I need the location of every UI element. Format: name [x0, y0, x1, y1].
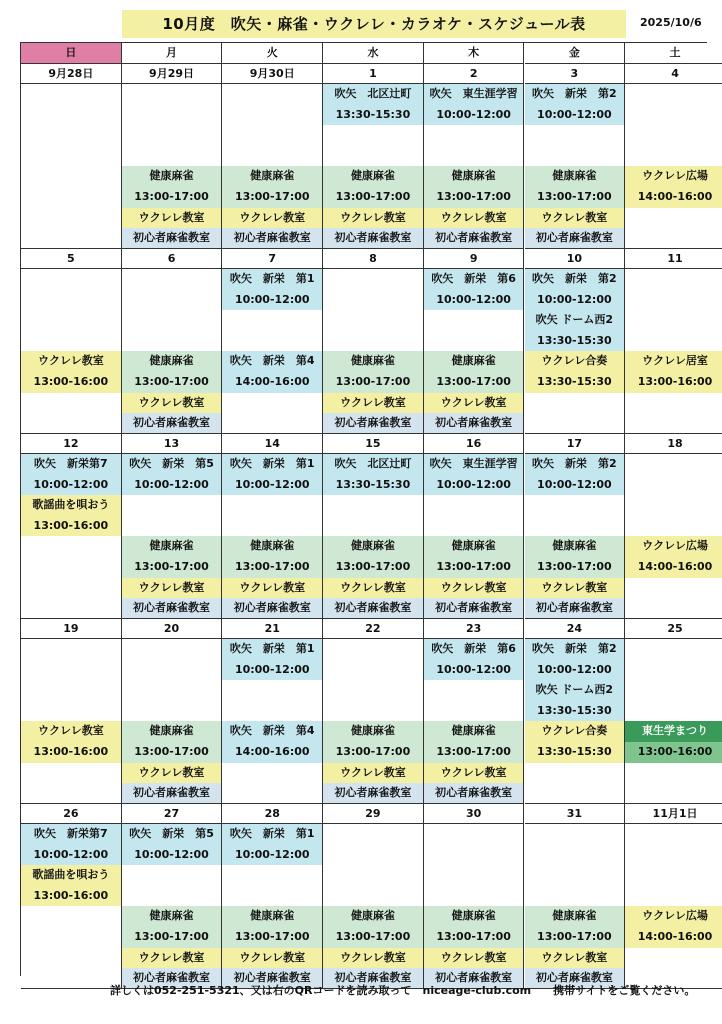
footer-note: 詳しくは052-251-5321、又は右のQRコードを読み取って niceage-club.com 携帯サイトをご覧ください。: [110, 984, 696, 997]
event-line: 初心者麻雀教室: [525, 598, 625, 619]
event-line: 吹矢 新栄 第1: [222, 269, 322, 290]
event-line: 10:00-12:00: [222, 475, 322, 496]
event-line: ウクレレ教室: [122, 763, 222, 784]
date-cell: 5: [21, 249, 122, 269]
event-line: 13:30-15:30: [525, 742, 625, 763]
page-title: 10月度 吹矢・麻雀・ウクレレ・カラオケ・スケジュール表: [122, 10, 626, 38]
date-cell: 26: [21, 804, 122, 824]
day-cell: [21, 639, 122, 804]
event-line: 健康麻雀: [424, 166, 524, 187]
event-line: 13:00-17:00: [525, 187, 625, 208]
event-line: 13:30-15:30: [323, 475, 423, 496]
event-line: 13:00-17:00: [323, 372, 423, 393]
date-cell: 19: [21, 619, 122, 639]
day-cell: [625, 454, 722, 619]
day-cell: [525, 269, 626, 434]
event-line: ウクレレ教室: [525, 208, 625, 229]
event-line: 10:00-12:00: [424, 475, 524, 496]
event-line: 健康麻雀: [525, 166, 625, 187]
date-cell: 20: [122, 619, 223, 639]
event-line: 13:00-16:00: [21, 372, 121, 393]
event-line: 吹矢 北区辻町: [323, 84, 423, 105]
date-cell: 9: [424, 249, 525, 269]
date-cell: 27: [122, 804, 223, 824]
event-line: 吹矢 新栄 第1: [222, 824, 322, 845]
event-line: 初心者麻雀教室: [424, 598, 524, 619]
event-line: 吹矢 新栄 第2: [525, 454, 625, 475]
event-line: 健康麻雀: [525, 906, 625, 927]
day-cell: [323, 269, 424, 434]
day-cell: [122, 824, 223, 989]
event-line: 健康麻雀: [222, 166, 322, 187]
event-line: 初心者麻雀教室: [323, 598, 423, 619]
event-line: 健康麻雀: [323, 721, 423, 742]
event-line: ウクレレ教室: [424, 578, 524, 599]
event-line: ウクレレ教室: [21, 351, 121, 372]
day-cell: [122, 639, 223, 804]
event-line: 初心者麻雀教室: [122, 968, 222, 989]
event-line: 13:00-17:00: [222, 557, 322, 578]
event-line: ウクレレ教室: [424, 763, 524, 784]
day-cell: [525, 639, 626, 804]
date-cell: 2: [424, 64, 525, 84]
weekday-header: 金: [525, 43, 626, 64]
event-line: 健康麻雀: [122, 536, 222, 557]
event-line: 10:00-12:00: [222, 660, 322, 681]
event-line: 10:00-12:00: [424, 105, 524, 126]
event-line: 健康麻雀: [323, 166, 423, 187]
event-line: 13:00-17:00: [122, 187, 222, 208]
day-cell: [323, 454, 424, 619]
day-cell: [323, 639, 424, 804]
event-line: ウクレレ教室: [122, 208, 222, 229]
event-line: ウクレレ教室: [222, 578, 322, 599]
event-line: 13:00-16:00: [625, 372, 722, 393]
event-line: 10:00-12:00: [222, 290, 322, 311]
event-line: 吹矢 新栄第7: [21, 824, 121, 845]
event-line: 13:00-17:00: [323, 927, 423, 948]
event-line: 13:30-15:30: [525, 701, 625, 722]
event-line: ウクレレ教室: [424, 208, 524, 229]
date-cell: 15: [323, 434, 424, 454]
event-line: 10:00-12:00: [122, 845, 222, 866]
day-cell: [323, 824, 424, 989]
weekday-header: 火: [222, 43, 323, 64]
day-cell: [625, 84, 722, 249]
event-line: 健康麻雀: [525, 536, 625, 557]
event-line: 吹矢 ドーム西2: [525, 310, 625, 331]
event-line: 10:00-12:00: [21, 475, 121, 496]
event-line: 13:30-15:30: [323, 105, 423, 126]
day-cell: [21, 84, 122, 249]
date-cell: 16: [424, 434, 525, 454]
event-line: 吹矢 新栄 第4: [222, 721, 322, 742]
day-cell: [525, 84, 626, 249]
date-cell: 14: [222, 434, 323, 454]
day-cell: [122, 269, 223, 434]
event-line: 13:00-17:00: [323, 742, 423, 763]
event-line: 吹矢 新栄 第2: [525, 84, 625, 105]
day-cell: [625, 824, 722, 989]
date-cell: 11月1日: [625, 804, 722, 824]
event-line: ウクレレ広場: [625, 536, 722, 557]
event-line: 初心者麻雀教室: [323, 228, 423, 249]
event-line: 健康麻雀: [122, 721, 222, 742]
event-line: 健康麻雀: [424, 721, 524, 742]
day-cell: [122, 454, 223, 619]
day-cell: [222, 84, 323, 249]
event-line: 10:00-12:00: [122, 475, 222, 496]
issue-date: 2025/10/6: [640, 16, 702, 29]
event-line: 13:00-17:00: [122, 927, 222, 948]
date-cell: 7: [222, 249, 323, 269]
event-line: 13:00-17:00: [122, 557, 222, 578]
event-line: 初心者麻雀教室: [525, 228, 625, 249]
event-line: 13:00-17:00: [222, 927, 322, 948]
date-cell: 4: [625, 64, 722, 84]
date-cell: 24: [525, 619, 626, 639]
event-line: 歌謡曲を唄おう: [21, 495, 121, 516]
event-line: ウクレレ教室: [323, 578, 423, 599]
event-line: 初心者麻雀教室: [222, 598, 322, 619]
event-line: 13:00-17:00: [525, 927, 625, 948]
event-line: 初心者麻雀教室: [424, 228, 524, 249]
date-cell: 23: [424, 619, 525, 639]
weekday-header: 土: [625, 43, 722, 64]
event-line: 吹矢 東生涯学習: [424, 84, 524, 105]
date-cell: 25: [625, 619, 722, 639]
event-line: 10:00-12:00: [525, 105, 625, 126]
date-cell: 18: [625, 434, 722, 454]
event-line: ウクレレ居室: [625, 351, 722, 372]
event-line: 13:00-16:00: [21, 886, 121, 907]
event-line: 10:00-12:00: [424, 660, 524, 681]
event-line: 健康麻雀: [424, 536, 524, 557]
event-line: 初心者麻雀教室: [323, 413, 423, 434]
event-line: 初心者麻雀教室: [424, 413, 524, 434]
event-line: 13:30-15:30: [525, 372, 625, 393]
event-line: ウクレレ教室: [122, 393, 222, 414]
event-line: ウクレレ教室: [122, 948, 222, 969]
event-line: 初心者麻雀教室: [424, 783, 524, 804]
weekday-header: 日: [21, 43, 122, 64]
date-cell: 9月30日: [222, 64, 323, 84]
event-line: 吹矢 新栄 第6: [424, 269, 524, 290]
event-line: 吹矢 東生涯学習: [424, 454, 524, 475]
event-line: 初心者麻雀教室: [323, 968, 423, 989]
event-line: 初心者麻雀教室: [222, 968, 322, 989]
event-line: 初心者麻雀教室: [122, 228, 222, 249]
event-line: 14:00-16:00: [222, 372, 322, 393]
event-line: 13:00-17:00: [222, 187, 322, 208]
event-line: 14:00-16:00: [625, 557, 722, 578]
day-cell: [525, 454, 626, 619]
weekday-header: 月: [122, 43, 223, 64]
event-line: ウクレレ広場: [625, 906, 722, 927]
event-line: 歌謡曲を唄おう: [21, 865, 121, 886]
schedule-grid: [20, 42, 713, 985]
event-line: 東生学まつり: [625, 721, 722, 742]
event-line: 13:00-17:00: [323, 557, 423, 578]
date-cell: 10: [525, 249, 626, 269]
event-line: 吹矢 新栄 第1: [222, 639, 322, 660]
day-cell: [222, 269, 323, 434]
date-cell: 12: [21, 434, 122, 454]
day-cell: [424, 639, 525, 804]
day-cell: [21, 269, 122, 434]
event-line: ウクレレ教室: [122, 578, 222, 599]
date-cell: 9月29日: [122, 64, 223, 84]
event-line: ウクレレ合奏: [525, 351, 625, 372]
weekday-header: 水: [323, 43, 424, 64]
event-line: 13:00-17:00: [424, 372, 524, 393]
event-line: 初心者麻雀教室: [424, 968, 524, 989]
event-line: 初心者麻雀教室: [525, 968, 625, 989]
day-cell: [222, 824, 323, 989]
event-line: 健康麻雀: [122, 351, 222, 372]
event-line: 13:00-17:00: [122, 742, 222, 763]
day-cell: [21, 454, 122, 619]
event-line: ウクレレ合奏: [525, 721, 625, 742]
event-line: 健康麻雀: [122, 166, 222, 187]
event-line: 健康麻雀: [222, 906, 322, 927]
event-line: 13:00-16:00: [21, 516, 121, 537]
day-cell: [21, 824, 122, 989]
event-line: ウクレレ教室: [323, 393, 423, 414]
date-cell: 6: [122, 249, 223, 269]
date-cell: 17: [525, 434, 626, 454]
event-line: ウクレレ教室: [525, 578, 625, 599]
event-line: 10:00-12:00: [222, 845, 322, 866]
event-line: 13:00-16:00: [21, 742, 121, 763]
date-cell: 8: [323, 249, 424, 269]
event-line: 吹矢 北区辻町: [323, 454, 423, 475]
event-line: 健康麻雀: [424, 906, 524, 927]
event-line: ウクレレ教室: [525, 948, 625, 969]
event-line: 13:00-17:00: [323, 187, 423, 208]
event-line: 13:00-17:00: [525, 557, 625, 578]
event-line: 10:00-12:00: [525, 660, 625, 681]
event-line: 14:00-16:00: [625, 187, 722, 208]
event-line: 初心者麻雀教室: [222, 228, 322, 249]
event-line: ウクレレ教室: [323, 763, 423, 784]
event-line: 13:00-16:00: [625, 742, 722, 763]
event-line: 10:00-12:00: [525, 290, 625, 311]
event-line: 初心者麻雀教室: [122, 413, 222, 434]
event-line: 健康麻雀: [323, 351, 423, 372]
event-line: ウクレレ教室: [21, 721, 121, 742]
event-line: 10:00-12:00: [424, 290, 524, 311]
event-line: ウクレレ教室: [222, 948, 322, 969]
date-cell: 22: [323, 619, 424, 639]
event-line: 吹矢 新栄 第1: [222, 454, 322, 475]
event-line: 初心者麻雀教室: [122, 783, 222, 804]
event-line: 健康麻雀: [323, 906, 423, 927]
date-cell: 11: [625, 249, 722, 269]
weekday-header: 木: [424, 43, 525, 64]
event-line: ウクレレ教室: [222, 208, 322, 229]
event-line: 吹矢 ドーム西2: [525, 680, 625, 701]
event-line: ウクレレ広場: [625, 166, 722, 187]
event-line: 吹矢 新栄 第2: [525, 639, 625, 660]
event-line: ウクレレ教室: [323, 948, 423, 969]
day-cell: [424, 824, 525, 989]
day-cell: [424, 269, 525, 434]
event-line: 吹矢 新栄 第4: [222, 351, 322, 372]
event-line: 吹矢 新栄第7: [21, 454, 121, 475]
event-line: 吹矢 新栄 第5: [122, 824, 222, 845]
event-line: 14:00-16:00: [222, 742, 322, 763]
event-line: 13:00-17:00: [122, 372, 222, 393]
day-cell: [625, 639, 722, 804]
date-cell: 9月28日: [21, 64, 122, 84]
event-line: 13:00-17:00: [424, 187, 524, 208]
date-cell: 3: [525, 64, 626, 84]
day-cell: [424, 84, 525, 249]
date-cell: 1: [323, 64, 424, 84]
event-line: ウクレレ教室: [424, 948, 524, 969]
event-line: 健康麻雀: [122, 906, 222, 927]
event-line: 13:00-17:00: [424, 557, 524, 578]
date-cell: 28: [222, 804, 323, 824]
event-line: 健康麻雀: [222, 536, 322, 557]
day-cell: [222, 639, 323, 804]
event-line: 健康麻雀: [323, 536, 423, 557]
event-line: 健康麻雀: [424, 351, 524, 372]
event-line: 10:00-12:00: [21, 845, 121, 866]
day-cell: [625, 269, 722, 434]
event-line: 13:00-17:00: [424, 927, 524, 948]
day-cell: [122, 84, 223, 249]
date-cell: 21: [222, 619, 323, 639]
event-line: 初心者麻雀教室: [122, 598, 222, 619]
event-line: 初心者麻雀教室: [323, 783, 423, 804]
date-cell: 31: [525, 804, 626, 824]
date-cell: 29: [323, 804, 424, 824]
event-line: ウクレレ教室: [323, 208, 423, 229]
event-line: ウクレレ教室: [424, 393, 524, 414]
date-cell: 13: [122, 434, 223, 454]
event-line: 吹矢 新栄 第2: [525, 269, 625, 290]
day-cell: [323, 84, 424, 249]
event-line: 吹矢 新栄 第5: [122, 454, 222, 475]
event-line: 13:30-15:30: [525, 331, 625, 352]
day-cell: [424, 454, 525, 619]
date-cell: 30: [424, 804, 525, 824]
event-line: 吹矢 新栄 第6: [424, 639, 524, 660]
day-cell: [222, 454, 323, 619]
event-line: 13:00-17:00: [424, 742, 524, 763]
event-line: 14:00-16:00: [625, 927, 722, 948]
day-cell: [525, 824, 626, 989]
event-line: 10:00-12:00: [525, 475, 625, 496]
